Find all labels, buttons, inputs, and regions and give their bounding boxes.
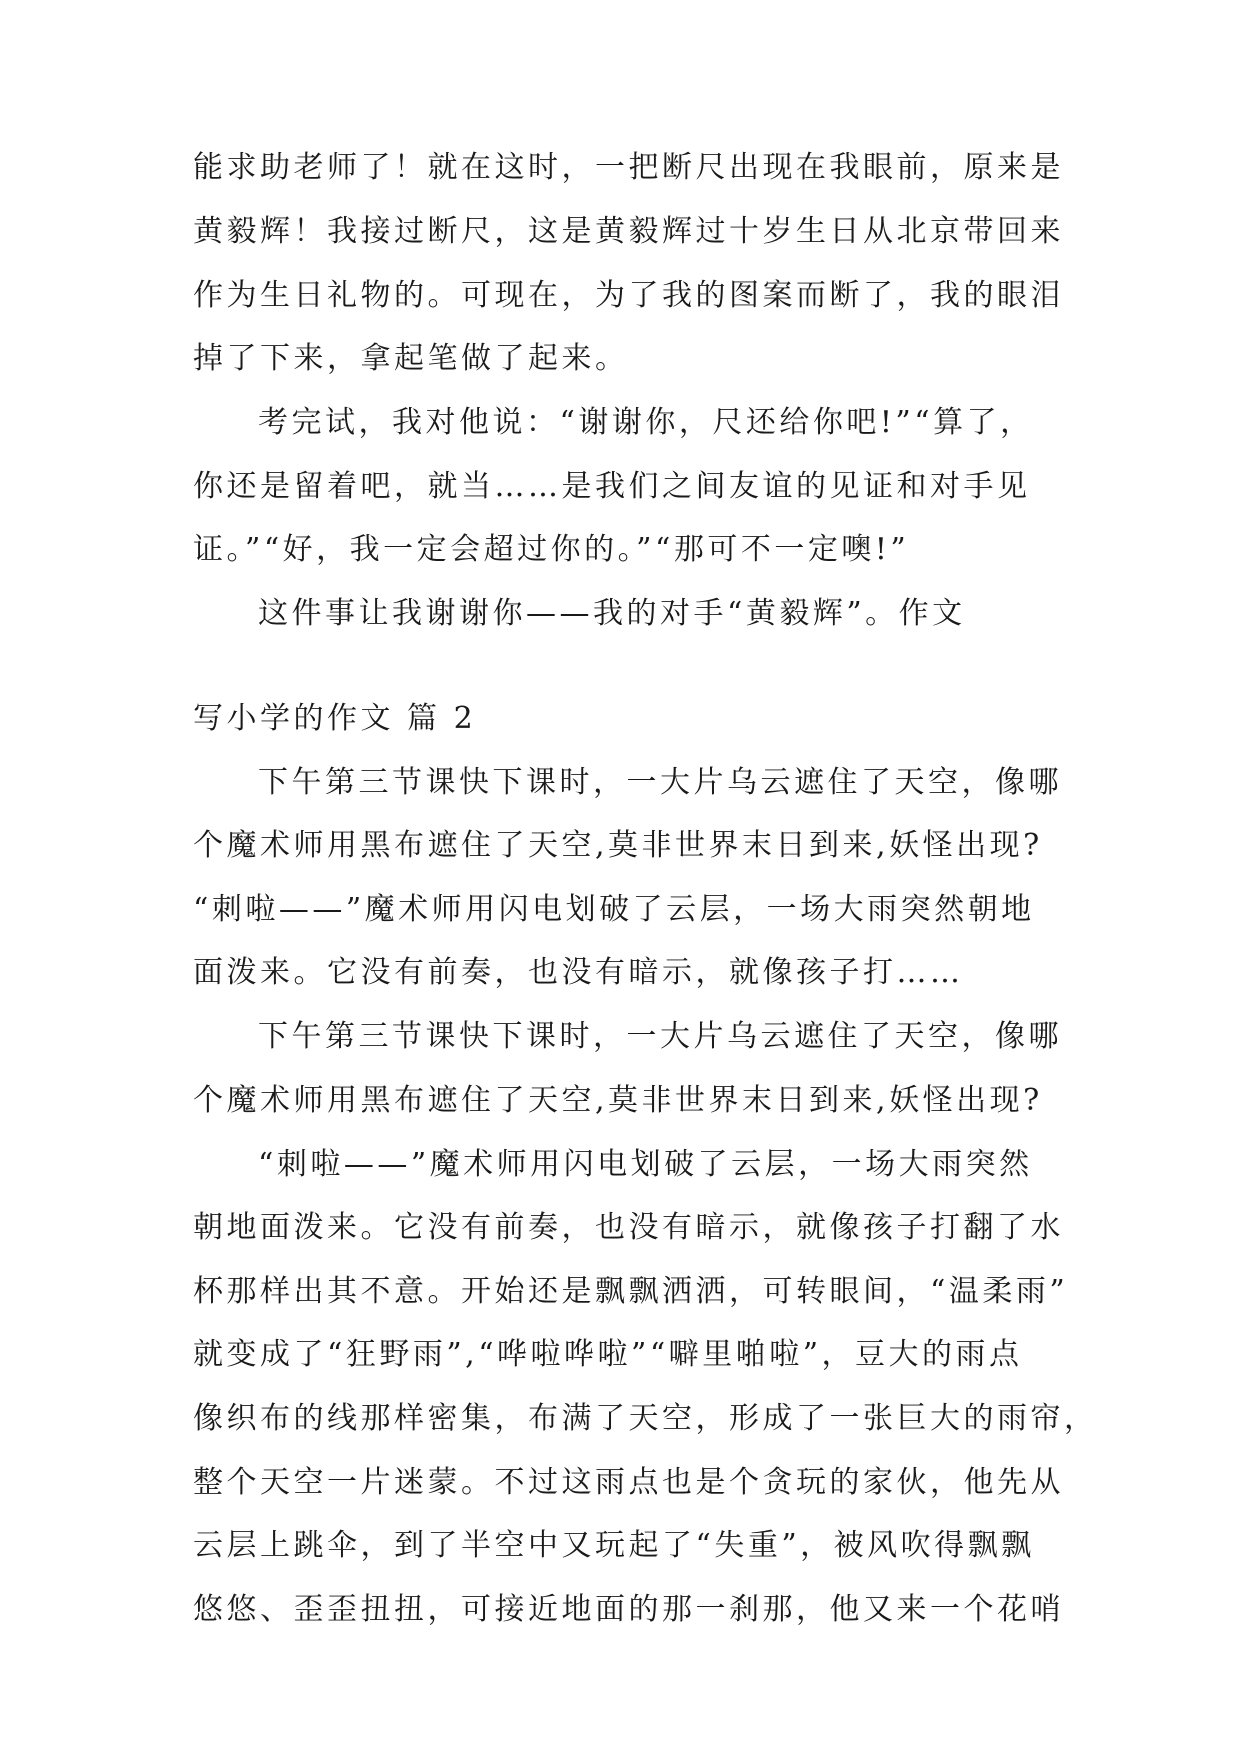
paragraph-line: 你还是留着吧，就当……是我们之间友谊的见证和对手见 [193, 469, 1031, 504]
paragraph-line: 下午第三节课快下课时，一大片乌云遮住了天空，像哪 [258, 765, 1062, 800]
paragraph-line: “刺啦——”魔术师用闪电划破了云层，一场大雨突然 [258, 1147, 1033, 1182]
paragraph-line: 考完试，我对他说：“谢谢你，尺还给你吧!”“算了， [258, 405, 1034, 440]
paragraph-line: 这件事让我谢谢你——我的对手“黄毅辉”。作文 [258, 596, 966, 631]
paragraph-line: 证。”“好，我一定会超过你的。”“那可不一定噢!” [193, 532, 910, 567]
paragraph-line: 个魔术师用黑布遮住了天空,莫非世界末日到来,妖怪出现? [193, 1083, 1043, 1118]
paragraph-line: 朝地面泼来。它没有前奏，也没有暗示，就像孩子打翻了水 [193, 1210, 1064, 1245]
paragraph-line: 就变成了“狂野雨”,“哗啦哗啦”“噼里啪啦”，豆大的雨点 [193, 1337, 1023, 1372]
paragraph-line: 掉了下来，拿起笔做了起来。 [193, 341, 629, 376]
paragraph-line: 云层上跳伞，到了半空中又玩起了“失重”，被风吹得飘飘 [193, 1528, 1035, 1563]
paragraph-line: 能求助老师了！就在这时，一把断尺出现在我眼前，原来是 [193, 150, 1064, 185]
paragraph-line: “刺啦——”魔术师用闪电划破了云层，一场大雨突然朝地 [193, 892, 1035, 927]
paragraph-line: 像织布的线那样密集，布满了天空，形成了一张巨大的雨帘， [193, 1401, 1098, 1436]
paragraph-line: 整个天空一片迷蒙。不过这雨点也是个贪玩的家伙，他先从 [193, 1465, 1064, 1500]
section-heading: 写小学的作文 篇 2 [193, 701, 477, 736]
paragraph-line: 作为生日礼物的。可现在，为了我的图案而断了，我的眼泪 [193, 278, 1064, 313]
paragraph-line: 杯那样出其不意。开始还是飘飘洒洒，可转眼间，“温柔雨” [193, 1274, 1069, 1309]
paragraph-line: 下午第三节课快下课时，一大片乌云遮住了天空，像哪 [258, 1019, 1062, 1054]
paragraph-line: 悠悠、歪歪扭扭，可接近地面的那一刹那，他又来一个花哨 [193, 1592, 1064, 1627]
paragraph-line: 黄毅辉！我接过断尺，这是黄毅辉过十岁生日从北京带回来 [193, 214, 1064, 249]
paragraph-line: 个魔术师用黑布遮住了天空,莫非世界末日到来,妖怪出现? [193, 828, 1043, 863]
paragraph-line: 面泼来。它没有前奏，也没有暗示，就像孩子打…… [193, 955, 964, 990]
